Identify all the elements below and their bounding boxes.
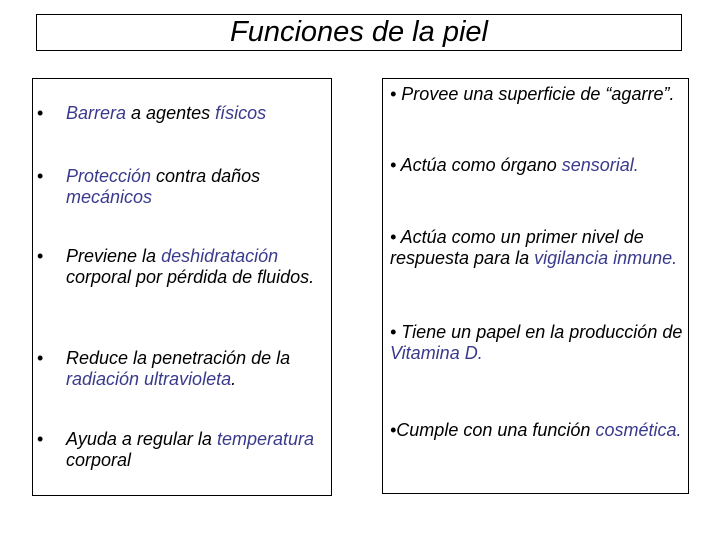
text-segment: Vitamina D. bbox=[390, 343, 483, 363]
left-item-text bbox=[66, 246, 327, 288]
bullet: • bbox=[37, 166, 44, 186]
text-segment: . bbox=[231, 369, 237, 389]
right-functions-box bbox=[382, 78, 689, 494]
text-segment: • Tiene un papel en la producción de bbox=[390, 322, 683, 342]
left-item-1 bbox=[37, 103, 327, 124]
text-segment: Reduce la penetración de la bbox=[66, 348, 291, 368]
text-segment: Protección bbox=[66, 166, 152, 186]
text-segment: deshidratación bbox=[161, 246, 279, 266]
text-segment: •Cumple con una función bbox=[390, 420, 596, 440]
right-item-4 bbox=[390, 322, 684, 364]
text-segment: temperatura bbox=[216, 429, 314, 449]
page-title: Funciones de la piel bbox=[230, 16, 488, 48]
right-item-2 bbox=[390, 155, 684, 176]
text-segment: físicos bbox=[215, 103, 267, 123]
text-segment: radiación ultravioleta bbox=[66, 369, 232, 389]
bullet: • bbox=[37, 348, 44, 368]
left-item-4 bbox=[37, 348, 327, 390]
title-box bbox=[36, 14, 682, 51]
text-segment: Barrera bbox=[66, 103, 127, 123]
text-segment: a agentes bbox=[126, 103, 216, 123]
text-segment: • Actúa como órgano bbox=[390, 155, 562, 175]
left-item-3 bbox=[37, 246, 327, 288]
left-item-text bbox=[66, 166, 327, 208]
text-segment: sensorial. bbox=[561, 155, 639, 175]
left-item-2 bbox=[37, 166, 327, 208]
left-item-text bbox=[66, 429, 327, 471]
text-segment: cosmética. bbox=[595, 420, 682, 440]
text-segment: corporal por pérdida de bbox=[66, 267, 258, 287]
bullet: • bbox=[37, 429, 44, 449]
left-item-text bbox=[66, 348, 327, 390]
text-segment: Previene la bbox=[66, 246, 162, 266]
right-item-5 bbox=[390, 420, 684, 441]
text-segment: • Actúa como un primer nivel de respuesta para la bbox=[390, 227, 644, 268]
right-item-1 bbox=[390, 84, 684, 105]
text-segment: mecánicos bbox=[66, 187, 153, 207]
text-segment: fluidos. bbox=[257, 267, 315, 287]
left-functions-box bbox=[32, 78, 332, 496]
text-segment: • Provee una superficie de “agarre”. bbox=[390, 84, 675, 104]
text-segment: corporal bbox=[66, 450, 132, 470]
bullet: • bbox=[37, 103, 44, 123]
left-item-5 bbox=[37, 429, 327, 471]
text-segment: vigilancia inmune. bbox=[534, 248, 678, 268]
text-segment: contra daños bbox=[151, 166, 261, 186]
text-segment: Ayuda a regular la bbox=[66, 429, 217, 449]
right-item-3 bbox=[390, 227, 684, 269]
bullet: • bbox=[37, 246, 44, 266]
left-item-text bbox=[66, 103, 327, 124]
